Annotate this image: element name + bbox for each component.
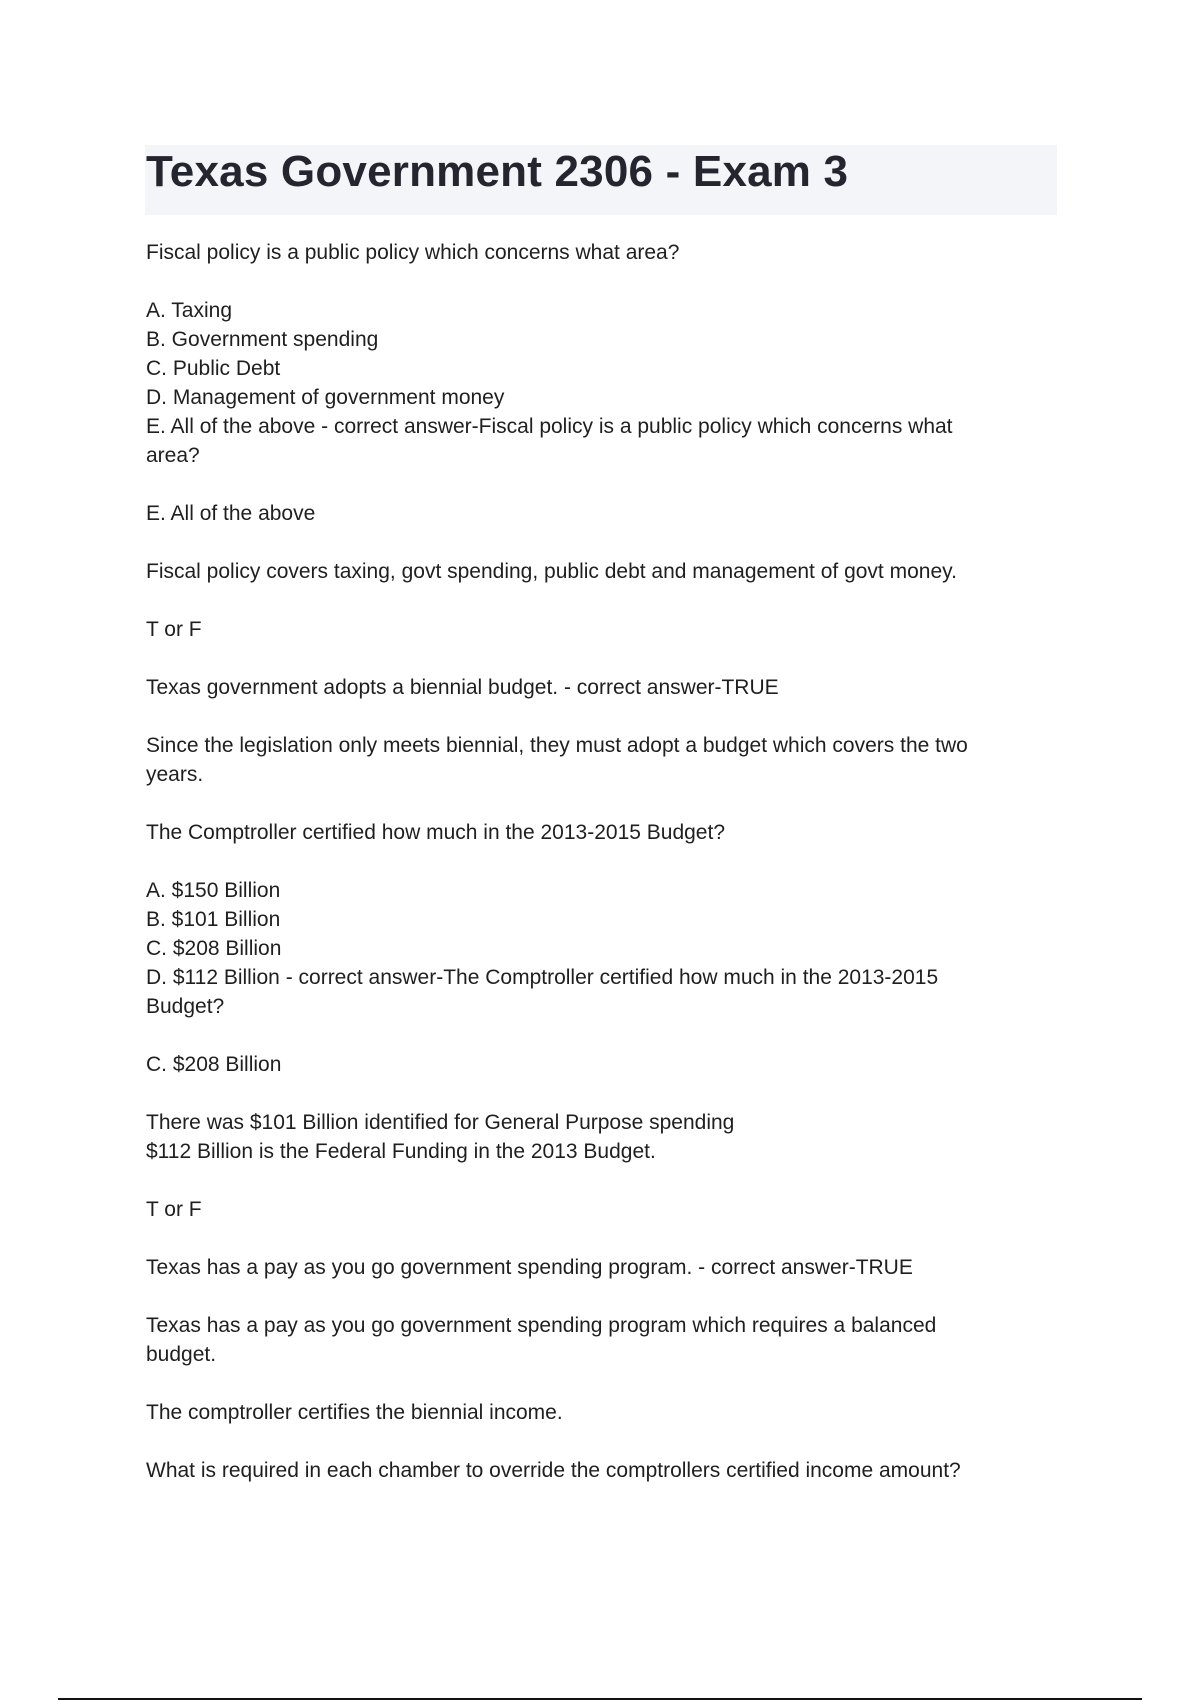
text-line: B. $101 Billion [146,908,281,931]
paragraph [146,296,1046,470]
text-line: The Comptroller certified how much in the 2013-2015 Budget? [146,821,725,844]
text-line: E. All of the above [146,502,316,525]
text-line: $112 Billion is the Federal Funding in the 2013 Budget. [146,1140,656,1163]
text-line: years. [146,763,204,786]
text-line: T or F [146,618,202,641]
paragraph [146,1398,1046,1427]
text-line: Fiscal policy is a public policy which concerns what area? [146,241,680,264]
paragraph [146,876,1046,1021]
text-line: A. Taxing [146,299,232,322]
text-line: C. $208 Billion [146,1053,282,1076]
text-line: D. Management of government money [146,386,505,409]
paragraph [146,238,1046,267]
text-line: Fiscal policy covers taxing, govt spending, public debt and management of govt money. [146,560,957,583]
text-line: C. Public Debt [146,357,281,380]
text-line: Texas has a pay as you go government spending program. - correct answer-TRUE [146,1256,913,1279]
text-line: Since the legislation only meets biennial, they must adopt a budget which covers the two [146,734,968,757]
page-title: Texas Government 2306 - Exam 3 [146,147,849,196]
text-line: A. $150 Billion [146,879,281,902]
text-line: B. Government spending [146,328,379,351]
text-line: T or F [146,1198,202,1221]
paragraph [146,615,1046,644]
paragraph [146,499,1046,528]
paragraph [146,1456,1046,1485]
paragraph [146,1253,1046,1282]
paragraph [146,557,1046,586]
text-line: Texas government adopts a biennial budget. - correct answer-TRUE [146,676,779,699]
text-line: area? [146,444,200,467]
text-line: Texas has a pay as you go government spending program which requires a balanced [146,1314,937,1337]
text-line: There was $101 Billion identified for General Purpose spending [146,1111,735,1134]
paragraph [146,818,1046,847]
paragraph [146,1311,1046,1369]
paragraph [146,1195,1046,1224]
paragraph [146,1108,1046,1166]
paragraph [146,1050,1046,1079]
paragraph [146,731,1046,789]
paragraph [146,673,1046,702]
text-line: The comptroller certifies the biennial income. [146,1401,563,1424]
text-line: What is required in each chamber to override the comptrollers certified income amount? [146,1459,961,1482]
text-line: budget. [146,1343,217,1366]
text-line: Budget? [146,995,225,1018]
document-body [146,238,1046,1514]
text-line: C. $208 Billion [146,937,282,960]
text-line: E. All of the above - correct answer-Fiscal policy is a public policy which concerns what [146,415,953,438]
text-line: D. $112 Billion - correct answer-The Comptroller certified how much in the 2013-2015 [146,966,939,989]
